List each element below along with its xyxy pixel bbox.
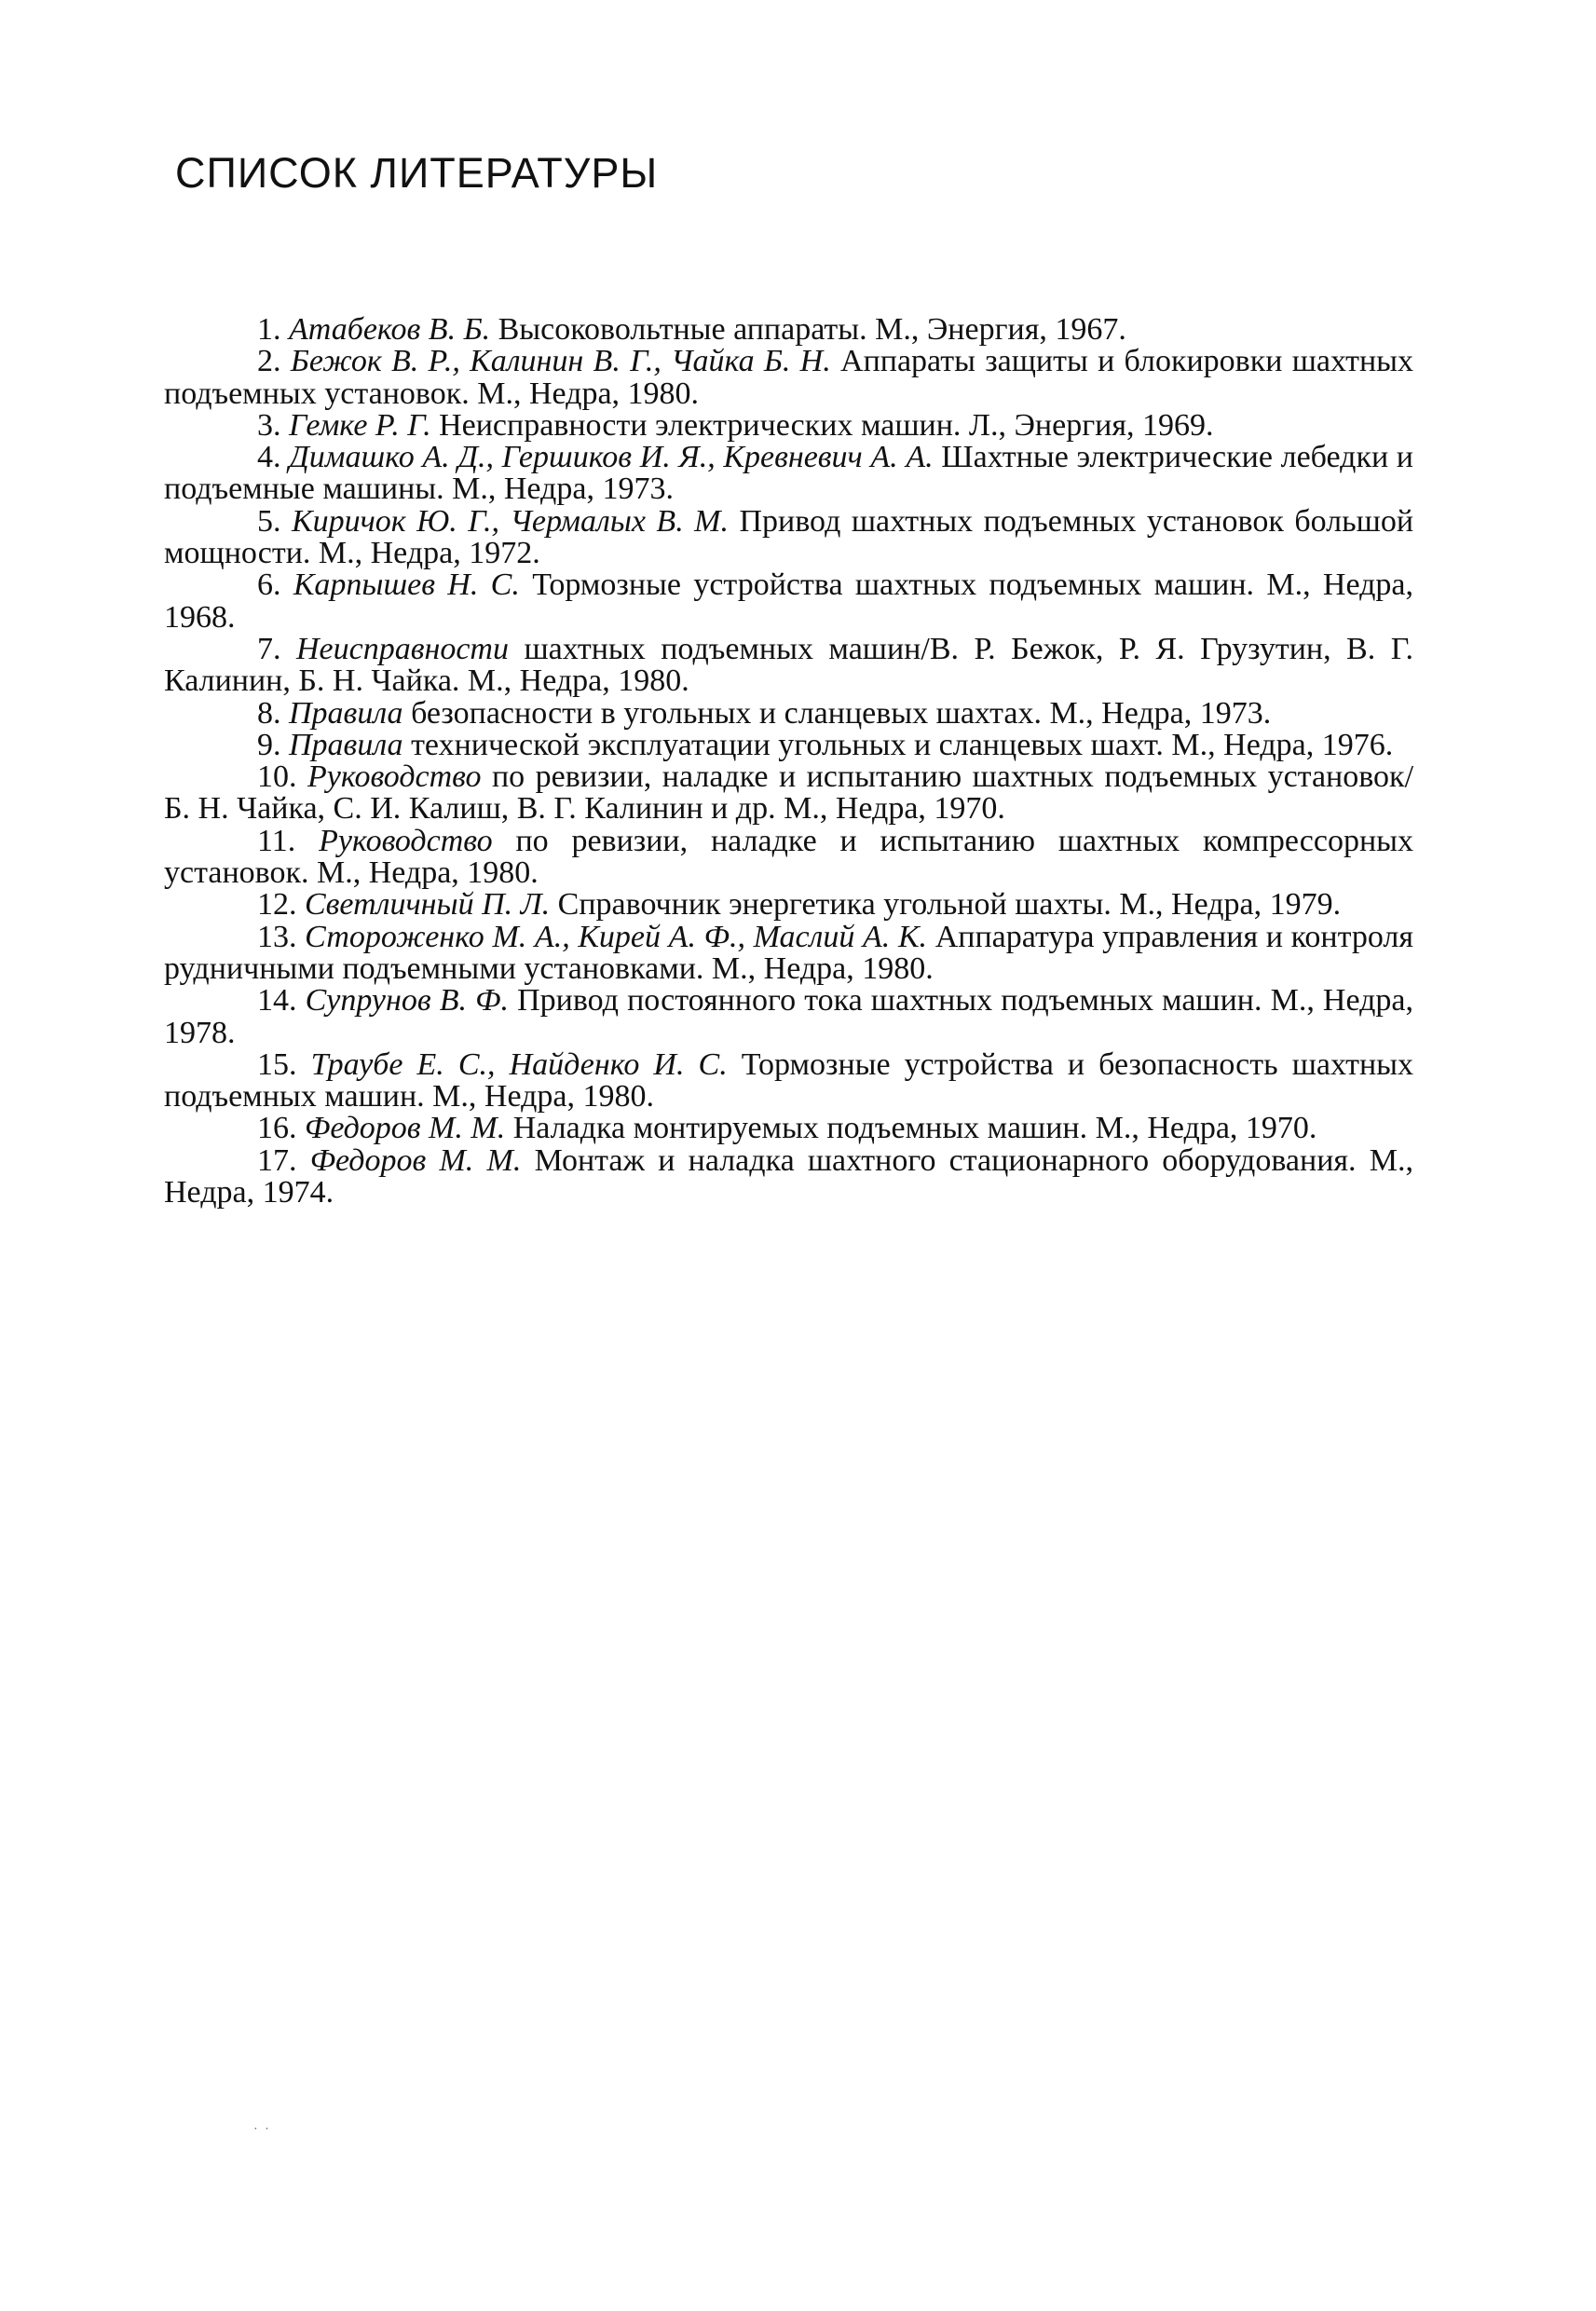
- reference-item: [164, 503, 1414, 571]
- reference-number: 3.: [257, 407, 281, 443]
- reference-authors: Неисправности: [295, 631, 509, 666]
- reference-number: 10.: [257, 759, 297, 795]
- reference-item: [164, 1046, 1414, 1114]
- reference-number: 2.: [257, 344, 281, 379]
- reference-list: [164, 314, 1413, 1209]
- reference-number: 5.: [257, 503, 281, 539]
- reference-authors: Траубе Е. С., Найденко И. С.: [310, 1046, 728, 1082]
- reference-details: по ревизии, наладке и испытанию шахтных компрессорных установок. М., Недра, 1980.: [164, 823, 1414, 891]
- reference-number: 1.: [257, 312, 281, 347]
- reference-authors: Правила: [289, 695, 403, 731]
- reference-authors: Руководство: [319, 823, 493, 858]
- page-mark: · ·: [253, 2123, 271, 2137]
- reference-details: технической эксплуатации угольных и сланцевых шахт. М., Недра, 1976.: [411, 727, 1394, 762]
- reference-item: [164, 346, 1413, 410]
- reference-details: по ревизии, наладке и испытанию шахтных подъемных установок/Б. Н. Чайка, С. И. Калиш, В. Г. Калинин и др. М., Недра, 1970.: [164, 759, 1414, 827]
- reference-authors: Гемке Р. Г.: [289, 407, 431, 443]
- reference-authors: Киричок Ю. Г., Чермалых В. М.: [291, 503, 729, 539]
- reference-number: 13.: [257, 919, 297, 954]
- reference-item: [164, 985, 1413, 1049]
- reference-item: [164, 919, 1414, 986]
- reference-number: 8.: [257, 695, 281, 731]
- reference-details: Привод шахтных подъемных установок большой мощности. М., Недра, 1972.: [164, 503, 1414, 571]
- reference-number: 9.: [257, 727, 281, 762]
- reference-details: Высоковольтные аппараты. М., Энергия, 1967.: [498, 312, 1126, 347]
- reference-details: Привод постоянного тока шахтных подъемных машин. М., Недра, 1978.: [164, 983, 1414, 1050]
- reference-authors: Светличный П. Л.: [305, 887, 551, 923]
- reference-authors: Стороженко М. А., Кирей А. Ф., Маслий А. К.: [305, 919, 928, 954]
- reference-number: 4.: [257, 440, 281, 475]
- reference-details: Аппараты защиты и блокировки шахтных подъемных установок. М., Недра, 1980.: [164, 344, 1414, 411]
- reference-item: [164, 442, 1413, 506]
- reference-details: Наладка монтируемых подъемных машин. М., Недра, 1970.: [512, 1111, 1317, 1146]
- reference-number: 6.: [257, 567, 281, 603]
- reference-item: [164, 1113, 1413, 1144]
- reference-item: [164, 761, 1413, 826]
- reference-number: 7.: [257, 631, 281, 666]
- reference-details: Аппаратура управления и контроля рудничными подъемными установками. М., Недра, 1980.: [164, 919, 1414, 986]
- reference-details: Монтаж и наладка шахтного стационарного оборудования. М., Недра, 1974.: [164, 1142, 1413, 1210]
- reference-authors: Супрунов В. Ф.: [305, 983, 509, 1019]
- reference-number: 12.: [257, 887, 297, 923]
- reference-details: Тормозные устройства шахтных подъемных машин. М., Недра, 1968.: [164, 567, 1414, 635]
- reference-item: [164, 314, 1413, 346]
- reference-details: Неисправности электрических машин. Л., Энергия, 1969.: [439, 407, 1214, 443]
- reference-authors: Бежок В. Р., Калинин В. Г., Чайка Б. Н.: [290, 344, 831, 379]
- reference-number: 15.: [257, 1046, 297, 1082]
- reference-item: [164, 889, 1413, 921]
- reference-details: шахтных подъемных машин/В. Р. Бежок, Р. Я. Грузутин, В. Г. Калинин, Б. Н. Чайка. М., Недра, 1980.: [164, 631, 1414, 699]
- reference-details: Справочник энергетика угольной шахты. М., Недра, 1979.: [557, 887, 1342, 923]
- reference-details: Тормозные устройства и безопасность шахтных подъемных машин. М., Недра, 1980.: [164, 1046, 1414, 1114]
- reference-authors: Руководство: [307, 759, 482, 795]
- reference-item: [164, 631, 1414, 699]
- reference-item: [164, 727, 1413, 762]
- reference-details: безопасности в угольных и сланцевых шахтах. М., Недра, 1973.: [411, 695, 1272, 731]
- reference-item: [164, 1142, 1413, 1210]
- reference-number: 11.: [257, 823, 296, 858]
- page-title: СПИСОК ЛИТЕРАТУРЫ: [175, 149, 659, 197]
- reference-authors: Карпышев Н. С.: [293, 567, 520, 603]
- reference-details: Шахтные электрические лебедки и подъемные машины. М., Недра, 1973.: [164, 440, 1414, 507]
- reference-item: [164, 695, 1413, 731]
- reference-authors: Правила: [289, 727, 403, 762]
- reference-number: 14.: [257, 983, 297, 1019]
- reference-authors: Димашко А. Д., Гершиков И. Я., Кревневич А. А.: [289, 440, 934, 475]
- reference-authors: Федоров М. М.: [309, 1142, 522, 1178]
- reference-item: [164, 407, 1413, 443]
- reference-authors: Федоров М. М.: [305, 1111, 506, 1146]
- reference-authors: Атабеков В. Б.: [289, 312, 491, 347]
- reference-number: 17.: [257, 1142, 297, 1178]
- reference-item: [164, 823, 1414, 891]
- reference-item: [164, 569, 1413, 634]
- reference-number: 16.: [257, 1111, 297, 1146]
